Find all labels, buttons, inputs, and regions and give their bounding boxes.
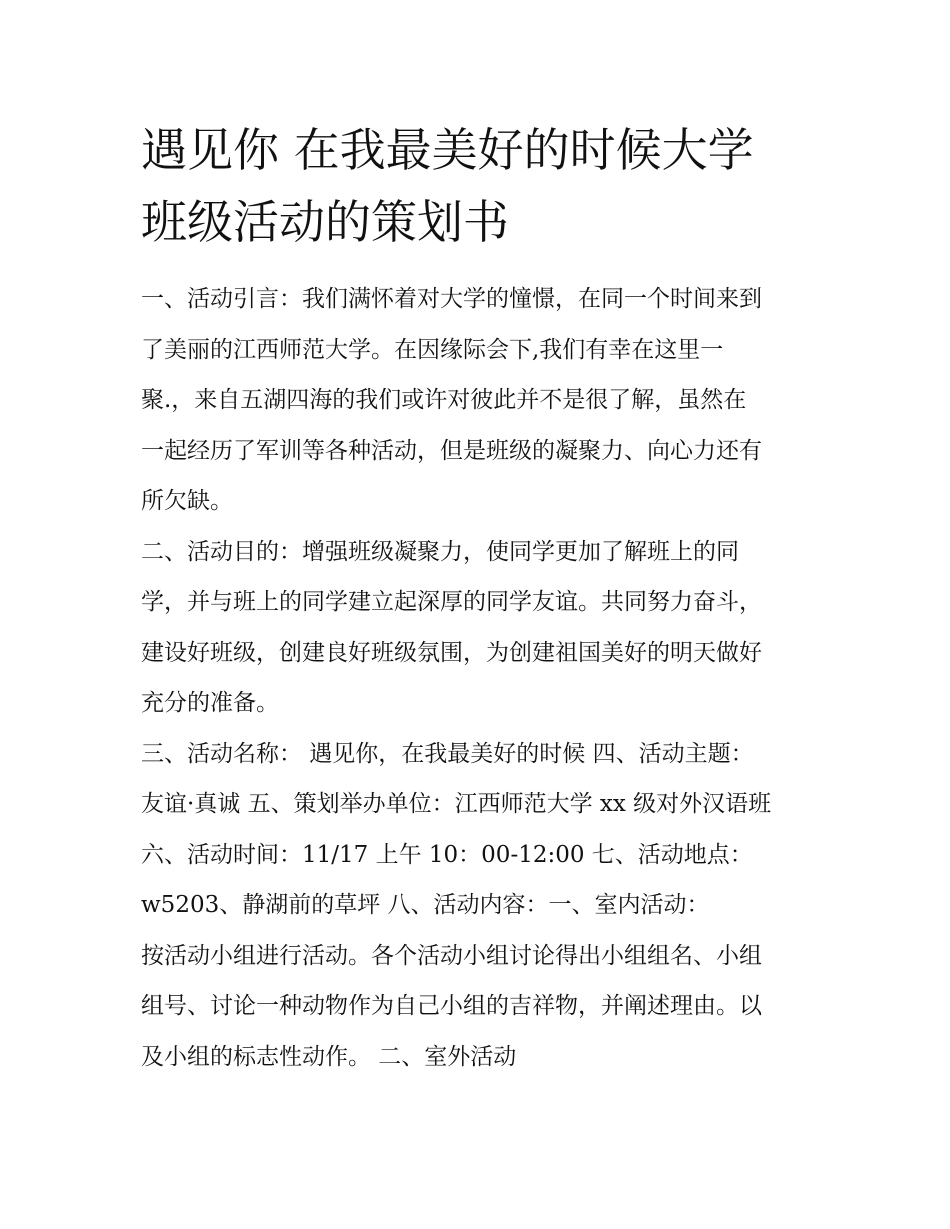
body-line: 一起经历了军训等各种活动，但是班级的凝聚力、向心力还有 — [141, 437, 762, 464]
body-line: 三、活动名称： 遇见你，在我最美好的时候 四、活动主题： — [141, 740, 754, 767]
body-line: 友谊·真诚 五、策划举办单位：江西师范大学 xx 级对外汉语班 — [141, 791, 772, 817]
body-line: 所欠缺。 — [141, 488, 233, 514]
title-line-1: 遇见你 在我最美好的时候大学 — [141, 123, 754, 177]
document-content — [141, 114, 821, 1082]
body-line: 及小组的标志性动作。 二、室外活动 — [141, 1043, 517, 1070]
body-line: 建设好班级，创建良好班级氛围，为创建祖国美好的明天做好 — [141, 639, 762, 666]
body-line: 了美丽的江西师范大学。在因缘际会下,我们有幸在这里一 — [141, 336, 724, 363]
body-line: 按活动小组进行活动。各个活动小组讨论得出小组组名、小组 — [141, 942, 762, 969]
body-line: 学，并与班上的同学建立起深厚的同学友谊。共同努力奋斗， — [141, 589, 762, 615]
title-line-2: 班级活动的策划书 — [141, 195, 509, 249]
document-title — [141, 114, 821, 258]
body-line: 聚.，来自五湖四海的我们或许对彼此并不是很了解，虽然在 — [141, 387, 747, 413]
body-line: w5203、静湖前的草坪 八、活动内容：一、室内活动： — [141, 892, 710, 918]
body-line: 充分的准备。 — [141, 690, 279, 716]
document-body — [141, 274, 821, 1082]
body-line: 组号、讨论一种动物作为自己小组的吉祥物，并阐述理由。以 — [141, 993, 762, 1019]
body-line: 六、活动时间：11/17 上午 10：00-12:00 七、活动地点： — [141, 841, 753, 868]
body-line: 二、活动目的：增强班级凝聚力，使同学更加了解班上的同 — [141, 538, 739, 565]
body-line: 一、活动引言：我们满怀着对大学的憧憬，在同一个时间来到 — [141, 286, 762, 312]
